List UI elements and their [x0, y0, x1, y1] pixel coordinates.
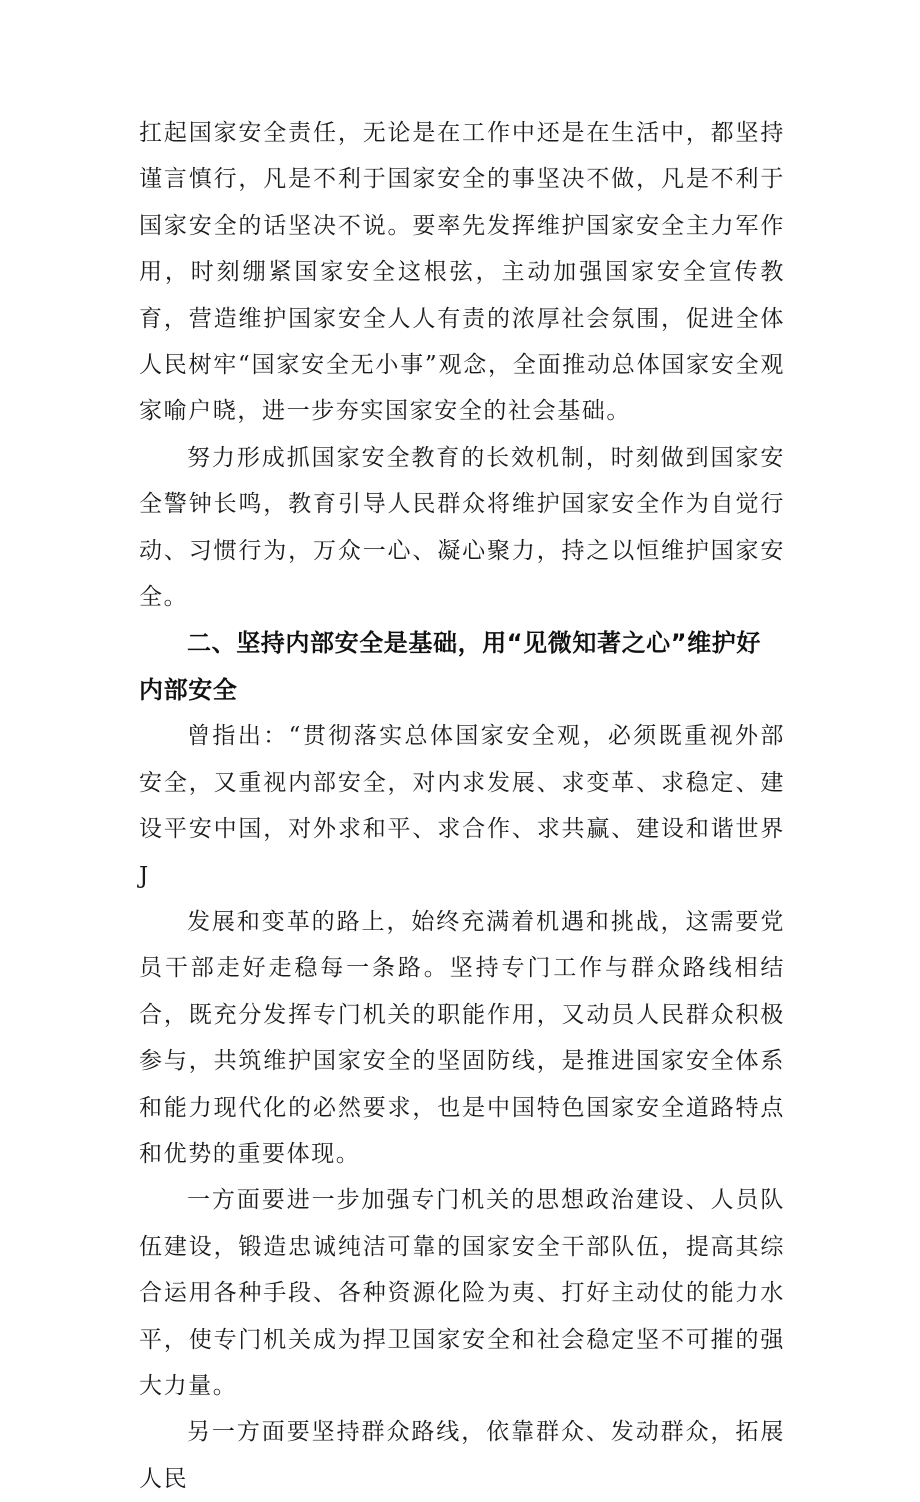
paragraph-other-hand: 另一方面要坚持群众路线，依靠群众、发动群众，拓展人民 [139, 1419, 785, 1492]
paragraph-one-hand: 一方面要进一步加强专门机关的思想政治建设、人员队伍建设，锻造忠诚纯洁可靠的国家安全干部队伍，提高其综合运用各种手段、各种资源化险为夷、打好主动仗的能力水平，使专门机关成为捍卫国家安全和社会稳定坚不可摧的强大力量。 [139, 1187, 785, 1399]
section-heading: 二、坚持内部安全是基础，用“见微知著之心”维护好内部安全 [139, 629, 761, 704]
paragraph-education-mechanism: 努力形成抓国家安全教育的长效机制，时刻做到国家安全警钟长鸣，教育引导人民群众将维护国家安全作为自觉行动、习惯行为，万众一心、凝心聚力，持之以恒维护国家安全。 [139, 444, 785, 611]
paragraph-quote: 曾指出：“贯彻落实总体国家安全观，必须既重视外部安全，又重视内部安全，对内求发展、求变革、求稳定、建设平安中国，对外求和平、求合作、求共赢、建设和谐世界J [139, 723, 785, 889]
paragraph-development: 发展和变革的路上，始终充满着机遇和挑战，这需要党员干部走好走稳每一条路。坚持专门工作与群众路线相结合，既充分发挥专门机关的职能作用，又动员人民群众积极参与，共筑维护国家安全的坚固防线，是推进国家安全体系和能力现代化的必然要求，也是中国特色国家安全道路特点和优势的重要体现。 [139, 908, 785, 1167]
document-body [139, 110, 785, 1502]
paragraph-continuation: 扛起国家安全责任，无论是在工作中还是在生活中，都坚持谨言慎行，凡是不利于国家安全的事坚决不做，凡是不利于国家安全的话坚决不说。要率先发挥维护国家安全主力军作用，时刻绷紧国家安全这根弦，主动加强国家安全宣传教育，营造维护国家安全人人有责的浓厚社会氛围，促进全体人民树牢“国家安全无小事”观念，全面推动总体国家安全观家喻户晓，进一步夯实国家安全的社会基础。 [139, 120, 785, 425]
